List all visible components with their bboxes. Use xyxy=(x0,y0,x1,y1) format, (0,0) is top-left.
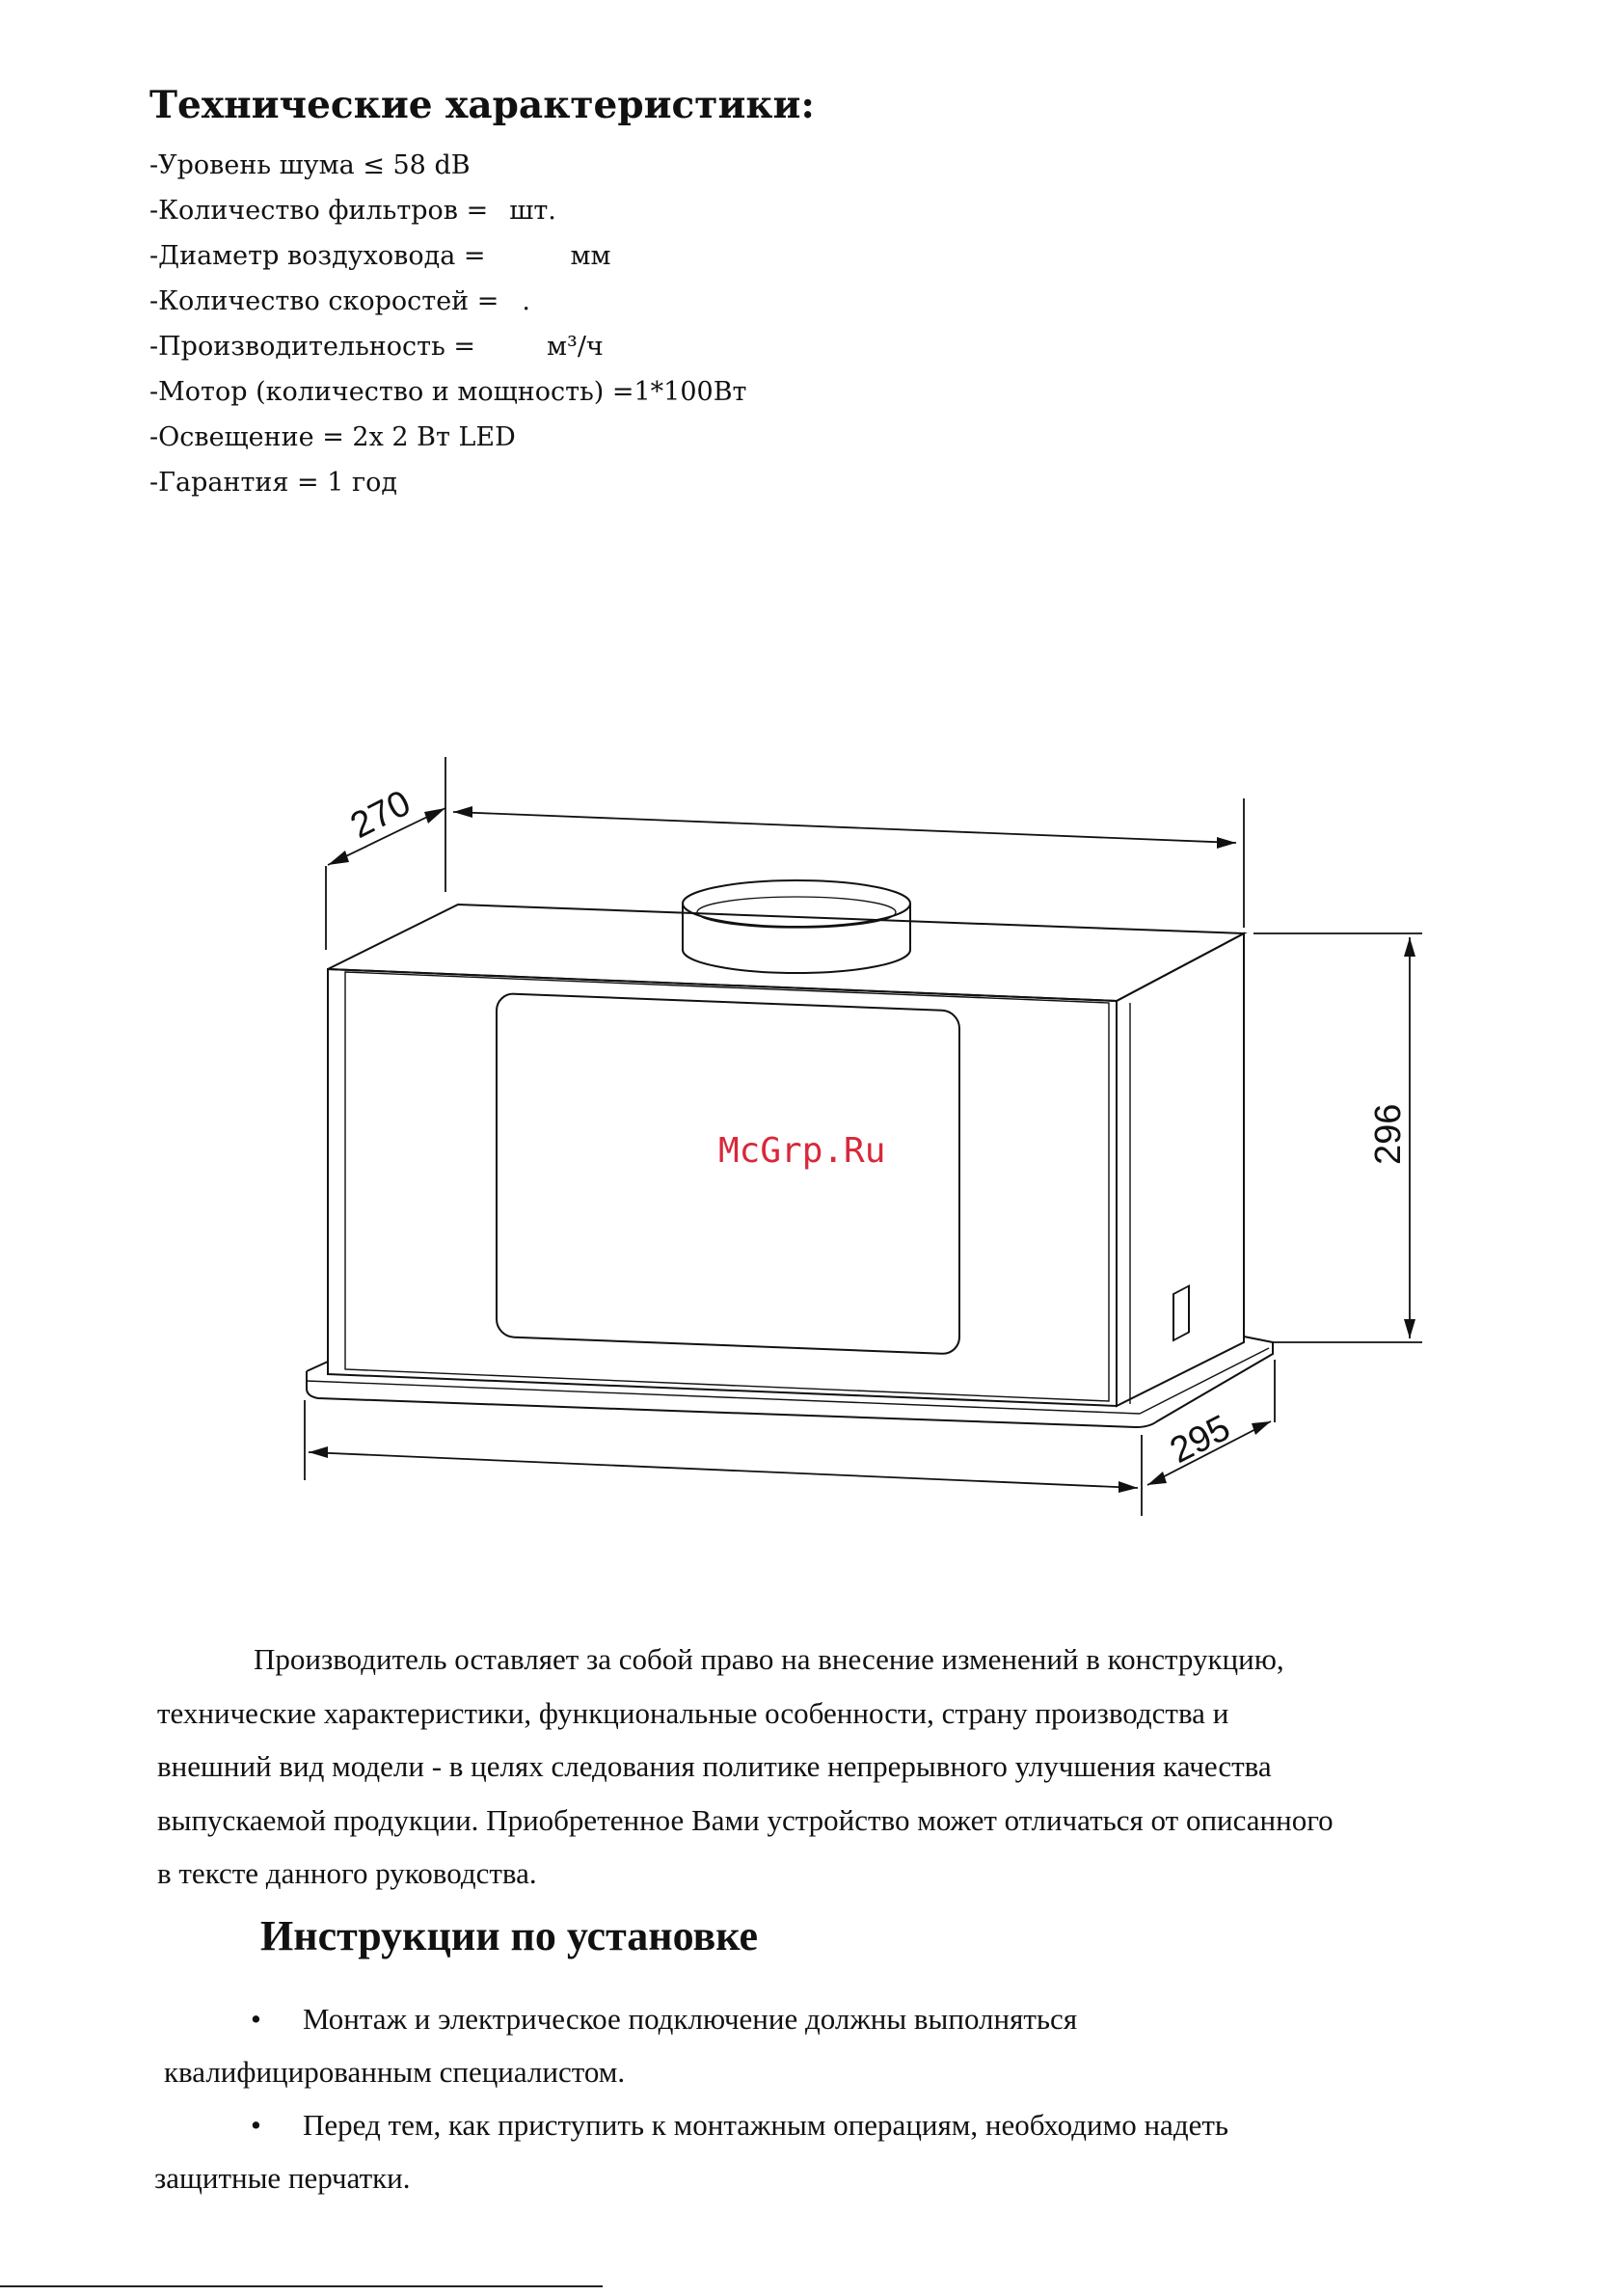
disclaimer-line: в тексте данного руководства. xyxy=(157,1856,537,1890)
watermark: McGrp.Ru xyxy=(718,1131,886,1171)
spec-unit: м³/ч xyxy=(547,332,604,362)
disclaimer-line: Производитель оставляет за собой право на внесение изменений в конструкцию, xyxy=(254,1642,1284,1676)
hood-front-panel xyxy=(328,969,1117,1406)
hood-dimension-drawing xyxy=(280,743,1466,1543)
spec-unit: мм xyxy=(570,241,611,271)
spec-unit: шт. xyxy=(509,196,556,226)
installation-item-continuation: квалифицированным специалистом. xyxy=(164,2055,626,2089)
disclaimer-line: технические характеристики, функциональные особенности, страну производства и xyxy=(157,1695,1229,1730)
hood-side-panel xyxy=(1117,933,1244,1406)
spec-item-lighting: -Освещение = 2x 2 Вт LED xyxy=(149,422,516,452)
spec-item-filters: -Количество фильтров = шт. xyxy=(149,196,556,226)
spec-item-warranty: -Гарантия = 1 год xyxy=(149,468,398,498)
dimension-height-label: 296 xyxy=(1368,1103,1409,1165)
dimension-width-label: 295 xyxy=(1164,1407,1237,1472)
specifications-title: Технические характеристики: xyxy=(149,83,815,127)
installation-item-text: Монтаж и электрическое подключение должны выполняться xyxy=(303,2002,1078,2036)
installation-list xyxy=(154,1992,1417,2204)
hood-front-window xyxy=(497,993,959,1354)
installation-item-continuation: защитные перчатки. xyxy=(154,2161,411,2195)
spec-item-noise: -Уровень шума ≤ 58 dB xyxy=(149,150,471,180)
installation-title: Инструкции по установке xyxy=(260,1912,759,1959)
spec-unit: . xyxy=(522,286,530,316)
hood-side-switch xyxy=(1173,1285,1189,1340)
disclaimer-paragraph xyxy=(157,1633,1440,1901)
hood-top-panel xyxy=(328,905,1244,1001)
specifications-list xyxy=(149,143,747,505)
bullet-icon: • xyxy=(251,2108,261,2142)
footer-rule xyxy=(0,2285,603,2287)
installation-item xyxy=(154,1992,1417,2045)
installation-item-text: Перед тем, как приступить к монтажным операциям, необходимо надеть xyxy=(303,2108,1229,2142)
spec-item-capacity: -Производительность = м³/ч xyxy=(149,332,604,362)
installation-item xyxy=(154,2098,1417,2151)
disclaimer-line: выпускаемой продукции. Приобретенное Вами устройство может отличаться от описанного xyxy=(157,1802,1334,1837)
dimension-depth-label: 270 xyxy=(344,782,418,848)
disclaimer-line: внешний вид модели - в целях следования политике непрерывного улучшения качества xyxy=(157,1749,1272,1783)
spec-item-motor: -Мотор (количество и мощность) =1*100Вт xyxy=(149,377,747,407)
spec-item-speeds: -Количество скоростей = . xyxy=(149,286,530,316)
spec-item-duct: -Диаметр воздуховода = мм xyxy=(149,241,611,271)
bullet-icon: • xyxy=(251,2002,261,2036)
